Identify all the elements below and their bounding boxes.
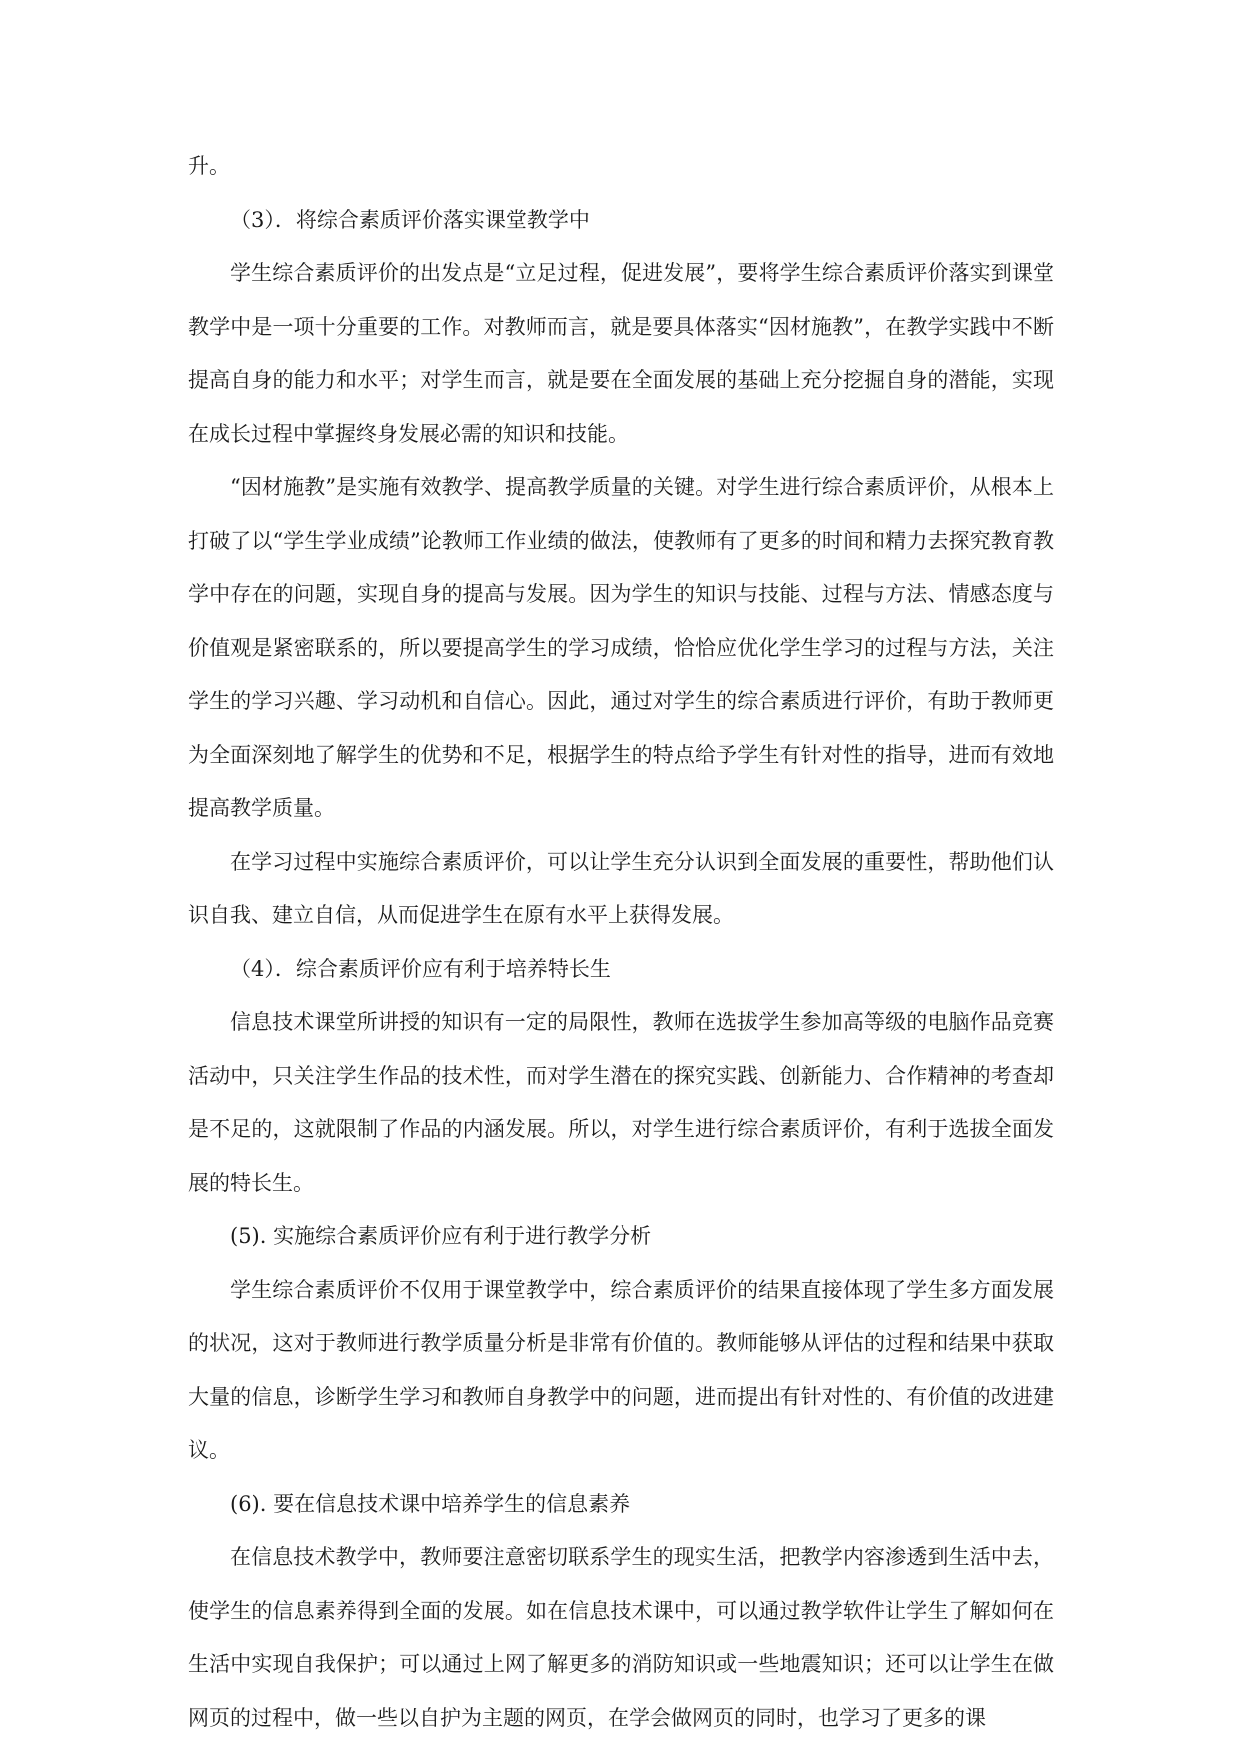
paragraph: 信息技术课堂所讲授的知识有一定的局限性，教师在选拔学生参加高等级的电脑作品竞赛活动中，只关注学生作品的技术性，而对学生潜在的探究实践、创新能力、合作精神的考查却是不足的，这就限制了作品的内涵发展。所以，对学生进行综合素质评价，有利于选拔全面发展的特长生。 [188, 1010, 1054, 1195]
paragraph: “因材施教”是实施有效教学、提高教学质量的关键。对学生进行综合素质评价，从根本上打破了以“学生学业成绩”论教师工作业绩的做法，使教师有了更多的时间和精力去探究教育教学中存在的问题，实现自身的提高与发展。因为学生的知识与技能、过程与方法、情感态度与价值观是紧密联系的，所以要提高学生的学习成绩，恰恰应优化学生学习的过程与方法，关注学生的学习兴趣、学习动机和自信心。因此，通过对学生的综合素质进行评价，有助于教师更为全面深刻地了解学生的优势和不足，根据学生的特点给予学生有针对性的指导，进而有效地提高教学质量。 [188, 475, 1054, 820]
section-heading-6: (6). 要在信息技术课中培养学生的信息素养 [230, 1491, 631, 1516]
paragraph-continuation: 升。 [188, 154, 230, 178]
section-heading-4: （4）．综合素质评价应有利于培养特长生 [230, 956, 611, 981]
paragraph: 在信息技术教学中，教师要注意密切联系学生的现实生活，把教学内容渗透到生活中去，使学生的信息素养得到全面的发展。如在信息技术课中，可以通过教学软件让学生了解如何在生活中实现自我保护；可以通过上网了解更多的消防知识或一些地震知识；还可以让学生在做网页的过程中，做一些以自护为主题的网页，在学会做网页的同时，也学习了更多的课 [188, 1545, 1054, 1730]
section-heading-3: （3）．将综合素质评价落实课堂教学中 [230, 207, 590, 232]
paragraph: 学生综合素质评价的出发点是“立足过程，促进发展”，要将学生综合素质评价落实到课堂教学中是一项十分重要的工作。对教师而言，就是要具体落实“因材施教”，在教学实践中不断提高自身的能力和水平；对学生而言，就是要在全面发展的基础上充分挖掘自身的潜能，实现在成长过程中掌握终身发展必需的知识和技能。 [188, 261, 1054, 446]
section-heading-5: (5). 实施综合素质评价应有利于进行教学分析 [230, 1224, 652, 1248]
document-page [188, 140, 1054, 1745]
paragraph: 学生综合素质评价不仅用于课堂教学中，综合素质评价的结果直接体现了学生多方面发展的状况，这对于教师进行教学质量分析是非常有价值的。教师能够从评估的过程和结果中获取大量的信息，诊断学生学习和教师自身教学中的问题，进而提出有针对性的、有价值的改进建议。 [188, 1277, 1054, 1462]
paragraph: 在学习过程中实施综合素质评价，可以让学生充分认识到全面发展的重要性，帮助他们认识自我、建立自信，从而促进学生在原有水平上获得发展。 [188, 849, 1054, 927]
